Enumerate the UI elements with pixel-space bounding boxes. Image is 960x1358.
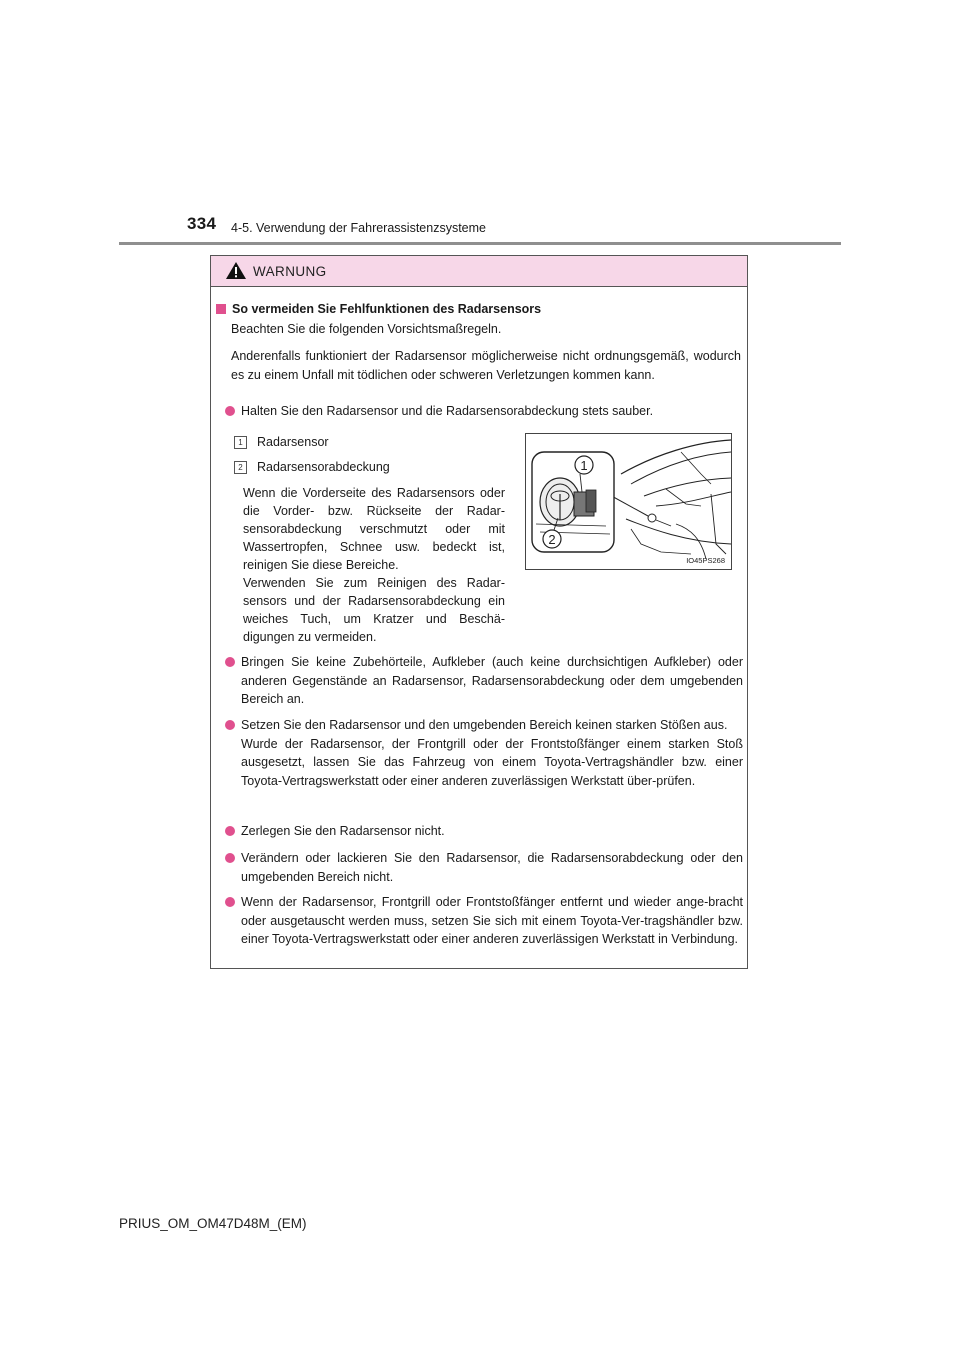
- callout-number: 2: [234, 461, 247, 474]
- circle-bullet-icon: [225, 826, 235, 836]
- consequence-text: Anderenfalls funktioniert der Radarsensor möglicherweise nicht ordnungsgemäß, wodurch es zu einem Unfall mit tödlichen oder schweren Verletzungen kommen kann.: [231, 349, 741, 382]
- legend-label: Radarsensor: [257, 435, 329, 449]
- header-rule: [119, 242, 841, 245]
- warning-triangle-icon: [225, 261, 247, 280]
- warning-title: WARNUNG: [253, 263, 327, 279]
- cleaning-note: Wenn die Vorderseite des Radarsensors oder die Vorder- bzw. Rückseite der Radar-sensorabdeckung verschmutzt oder mit Wassertropfen, Schnee usw. bedeckt ist, reinigen Sie diese Bereiche.: [243, 486, 505, 572]
- illustration-code: IO45PS268: [686, 556, 725, 565]
- list-item: [225, 716, 743, 790]
- warning-heading: [216, 302, 541, 316]
- list-item-text: Bringen Sie keine Zubehörteile, Aufkleber (auch keine durchsichtigen Aufkleber) oder anderen Gegenstände an Radarsensor, Radarsensorabdeckung oder dem umgebenden Bereich an.: [241, 655, 743, 706]
- callout-2: 2: [548, 532, 556, 547]
- legend-label: Radarsensorabdeckung: [257, 460, 390, 474]
- radar-sensor-illustration: [525, 433, 732, 570]
- intro-text: Beachten Sie die folgenden Vorsichtsmaßregeln.: [231, 322, 502, 336]
- warning-header: [211, 256, 747, 287]
- list-item-text: Wenn der Radarsensor, Frontgrill oder Frontstoßfänger entfernt und wieder ange-bracht oder ausgetauscht werden muss, setzen Sie sich mit einem Toyota-Ver-tragshändler bzw. einer Toyota-Vertragswerkstatt oder einer anderen zuverlässigen Werkstatt in Verbindung.: [241, 895, 743, 946]
- list-item-text: Zerlegen Sie den Radarsensor nicht.: [241, 824, 445, 838]
- page-number: 334: [187, 214, 217, 233]
- legend-item-radar-sensor: [234, 435, 329, 449]
- list-item-text: Setzen Sie den Radarsensor und den umgebenden Bereich keinen starken Stößen aus. Wurde der Radarsensor, der Frontgrill oder der Frontstoßfänger einem starken Stoß ausgesetzt, lassen Sie das Fahrzeug von einem Toyota-Vertragshändler bzw. einer Toyota-Vertragswerkstatt oder einer anderen zuverlässigen Werkstatt über-prüfen.: [241, 718, 743, 788]
- list-item-text: Verändern oder lackieren Sie den Radarsensor, die Radarsensorabdeckung oder den umgebenden Bereich nicht.: [241, 851, 743, 884]
- list-item: [225, 822, 743, 841]
- section-title: 4-5. Verwendung der Fahrerassistenzsysteme: [231, 221, 486, 235]
- cleaning-method-note: Verwenden Sie zum Reinigen des Radar-sensors und der Radarsensorabdeckung ein weiches Tuch, um Kratzer und Beschä-digungen zu vermeiden.: [243, 576, 505, 644]
- circle-bullet-icon: [225, 853, 235, 863]
- list-item: [225, 653, 743, 709]
- circle-bullet-icon: [225, 897, 235, 907]
- square-bullet-icon: [216, 304, 226, 314]
- warning-box: [210, 255, 748, 969]
- list-item: [225, 893, 743, 949]
- circle-bullet-icon: [225, 657, 235, 667]
- legend-item-radar-cover: [234, 460, 390, 474]
- car-front-drawing: [526, 434, 731, 569]
- list-item: [225, 849, 743, 886]
- list-item-text: Halten Sie den Radarsensor und die Radarsensorabdeckung stets sauber.: [241, 404, 654, 418]
- callout-number: 1: [234, 436, 247, 449]
- circle-bullet-icon: [225, 720, 235, 730]
- list-item: [225, 402, 743, 421]
- circle-bullet-icon: [225, 406, 235, 416]
- document-id: PRIUS_OM_OM47D48M_(EM): [119, 1216, 307, 1231]
- callout-1: 1: [580, 458, 588, 473]
- heading-text: So vermeiden Sie Fehlfunktionen des Radarsensors: [232, 302, 542, 316]
